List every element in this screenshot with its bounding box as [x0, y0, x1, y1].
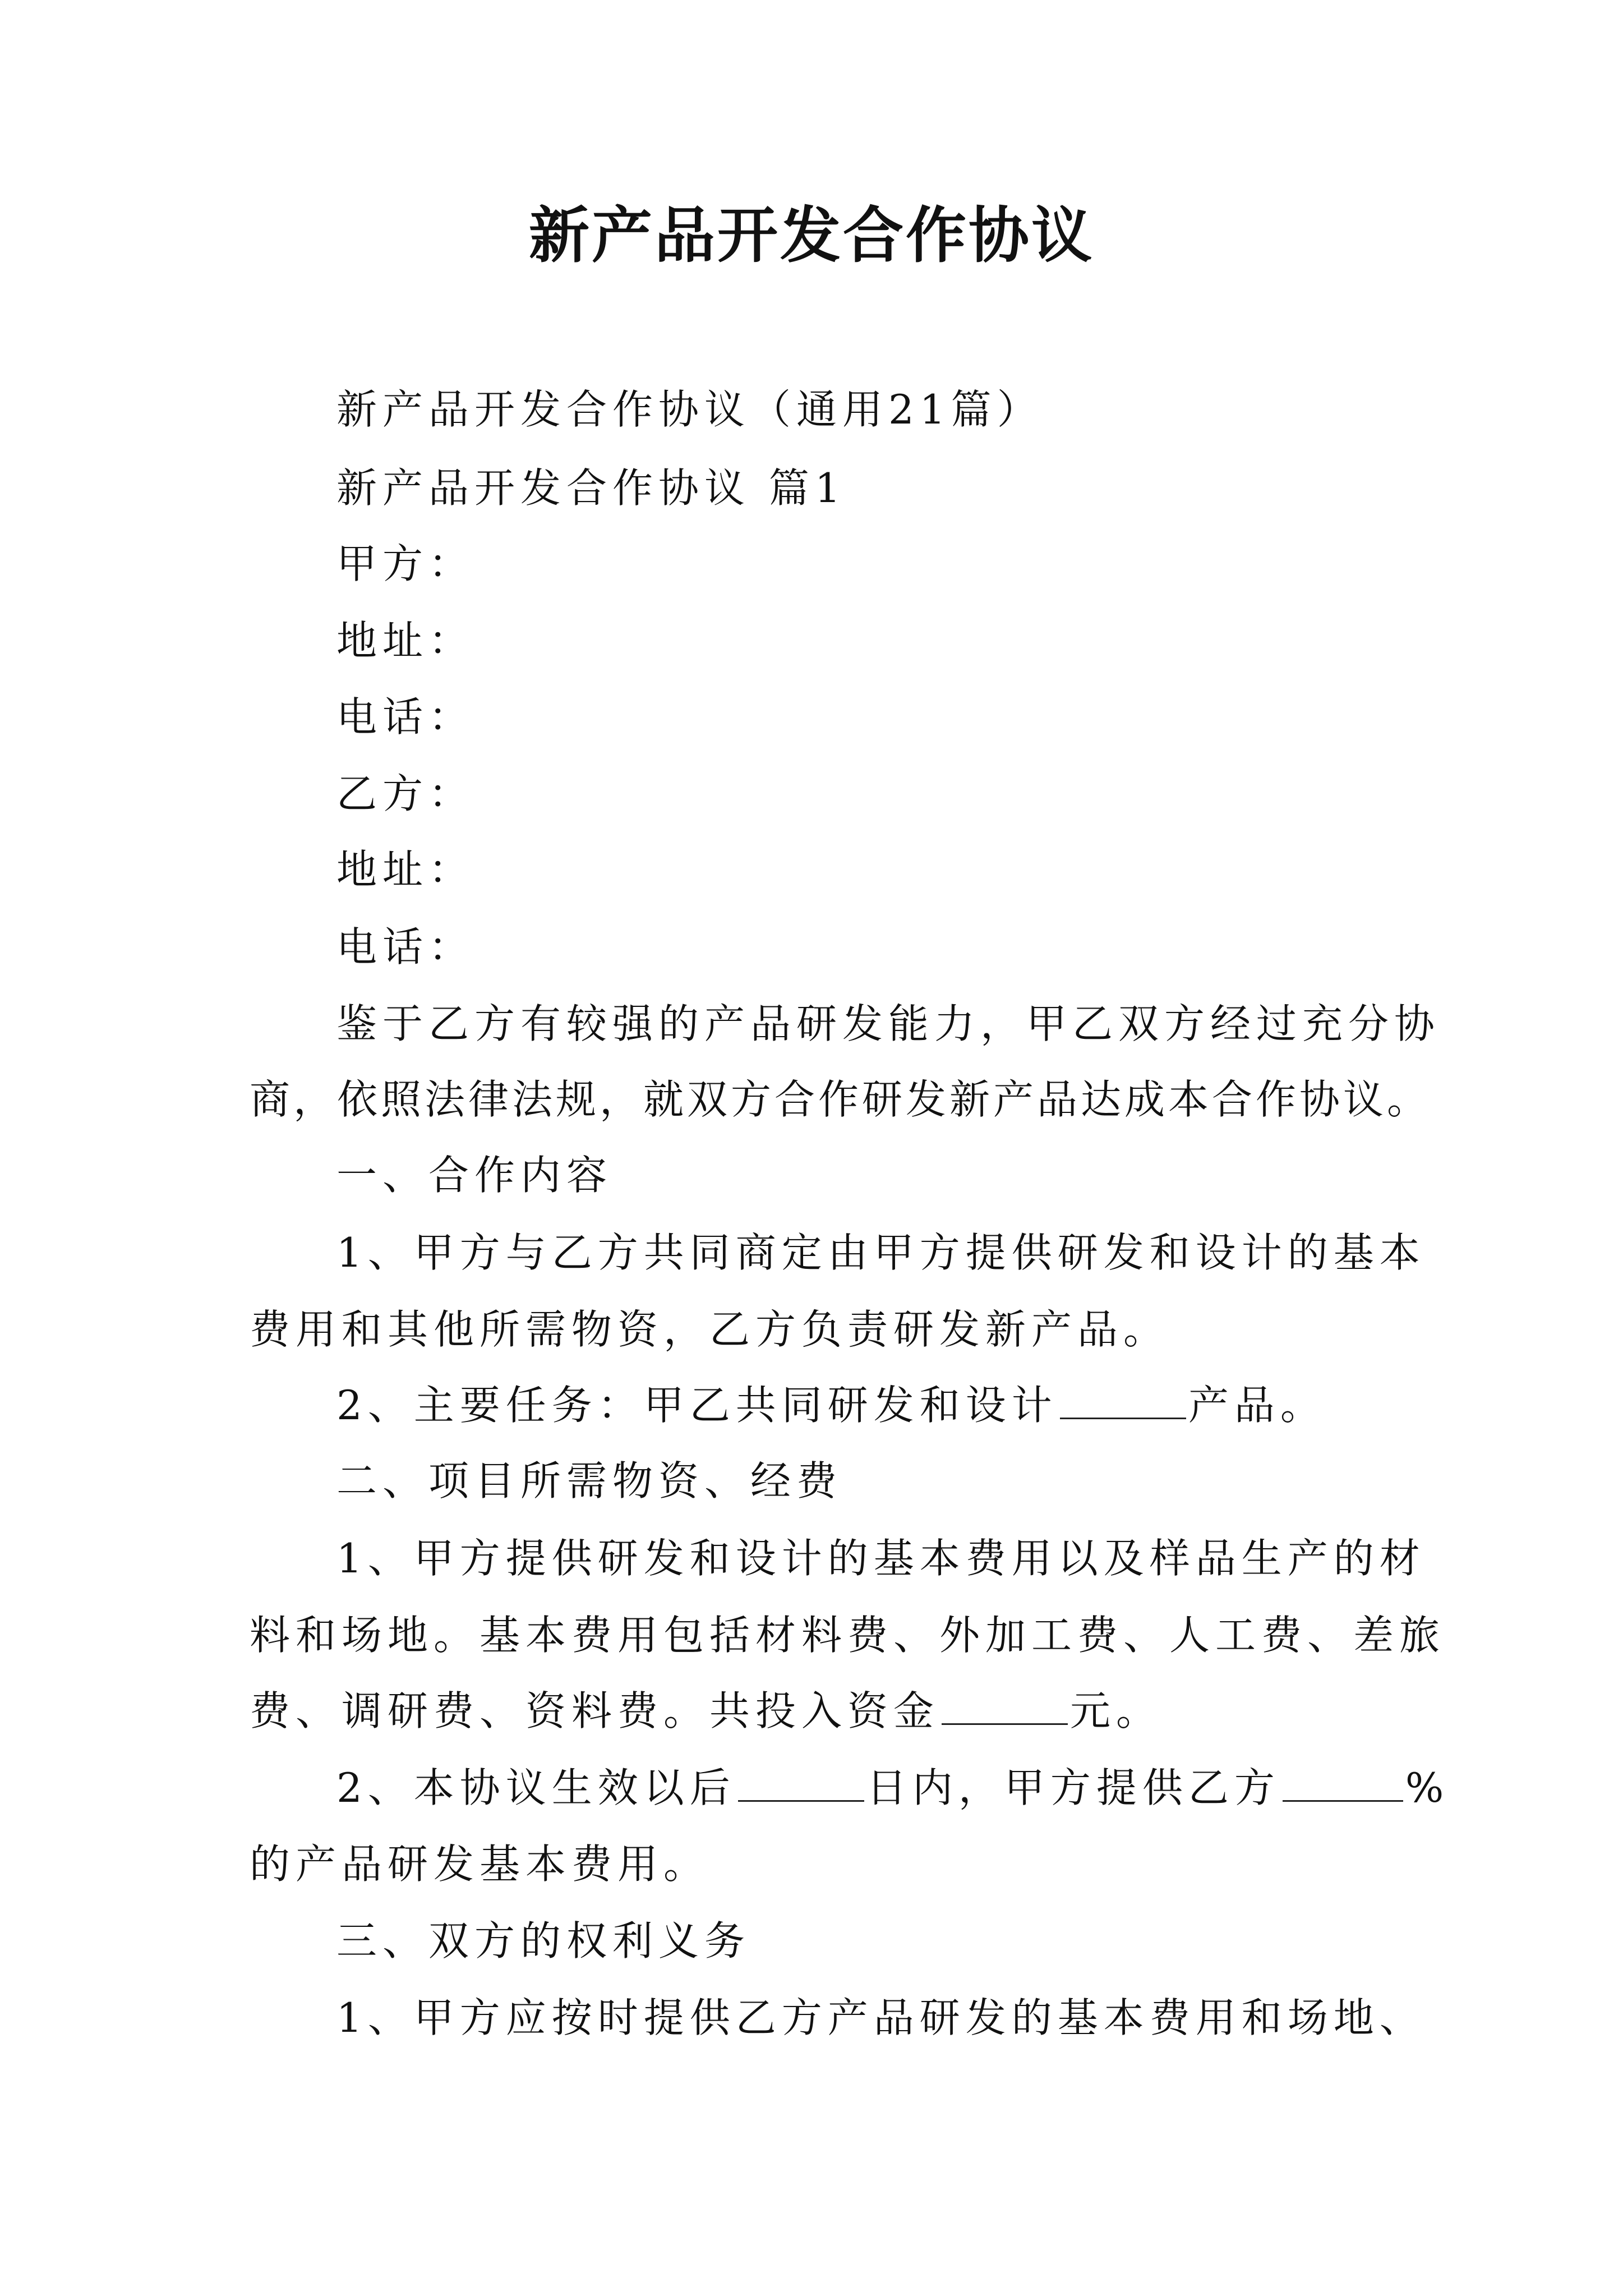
party-b-address-label: 地址： [336, 846, 475, 893]
document-title: 新产品开发合作协议 [528, 200, 1094, 271]
product-name-blank [1060, 1381, 1186, 1419]
percentage-blank [1283, 1763, 1403, 1802]
preamble-line-2: 商，依照法律法规，就双方合作研发新产品达成本合作协议。 [250, 1076, 1431, 1123]
party-a-label: 甲方： [336, 540, 475, 587]
section2-heading: 二、项目所需物资、经费 [336, 1457, 843, 1504]
party-a-address-label: 地址： [336, 617, 475, 664]
section2-item1-line3-after: 元。 [1070, 1687, 1163, 1734]
party-b-phone-label: 电话： [336, 923, 475, 970]
section2-item2-after: % [1405, 1764, 1450, 1811]
preamble-line-1: 鉴于乙方有较强的产品研发能力，甲乙双方经过充分协 [336, 1000, 1441, 1047]
section2-item1-line-1: 1、甲方提供研发和设计的基本费用以及样品生产的材 [336, 1535, 1426, 1582]
section2-item1-line-3 [250, 1683, 1162, 1739]
section1-item2-text-before: 2、主要任务：甲乙共同研发和设计 [336, 1382, 1058, 1429]
section2-item2-line-1 [336, 1760, 1449, 1816]
section3-heading: 三、双方的权利义务 [336, 1917, 751, 1964]
section2-item2-middle: 日内，甲方提供乙方 [866, 1764, 1280, 1811]
funding-amount-blank [942, 1686, 1068, 1725]
section3-item1-line-1: 1、甲方应按时提供乙方产品研发的基本费用和场地、 [336, 1994, 1426, 2041]
section2-item1-line3-before: 费、调研费、资料费。共投入资金 [250, 1687, 940, 1734]
section-heading: 新产品开发合作协议 篇1 [336, 464, 846, 512]
section2-item2-line-2: 的产品研发基本费用。 [250, 1841, 710, 1888]
section1-item1-line-2: 费用和其他所需物资，乙方负责研发新产品。 [250, 1306, 1170, 1353]
party-a-phone-label: 电话： [336, 693, 475, 740]
days-blank [738, 1763, 864, 1802]
party-b-label: 乙方： [336, 770, 475, 817]
section2-item1-line-2: 料和场地。基本费用包括材料费、外加工费、人工费、差旅 [250, 1612, 1446, 1659]
section1-item1-line-1: 1、甲方与乙方共同商定由甲方提供研发和设计的基本 [336, 1229, 1426, 1276]
document-subtitle: 新产品开发合作协议（通用21篇） [336, 386, 1043, 433]
section1-item2 [336, 1377, 1326, 1433]
section1-item2-text-after: 产品。 [1188, 1382, 1326, 1429]
section2-item2-before: 2、本协议生效以后 [336, 1764, 736, 1811]
section1-heading: 一、合作内容 [336, 1152, 613, 1199]
